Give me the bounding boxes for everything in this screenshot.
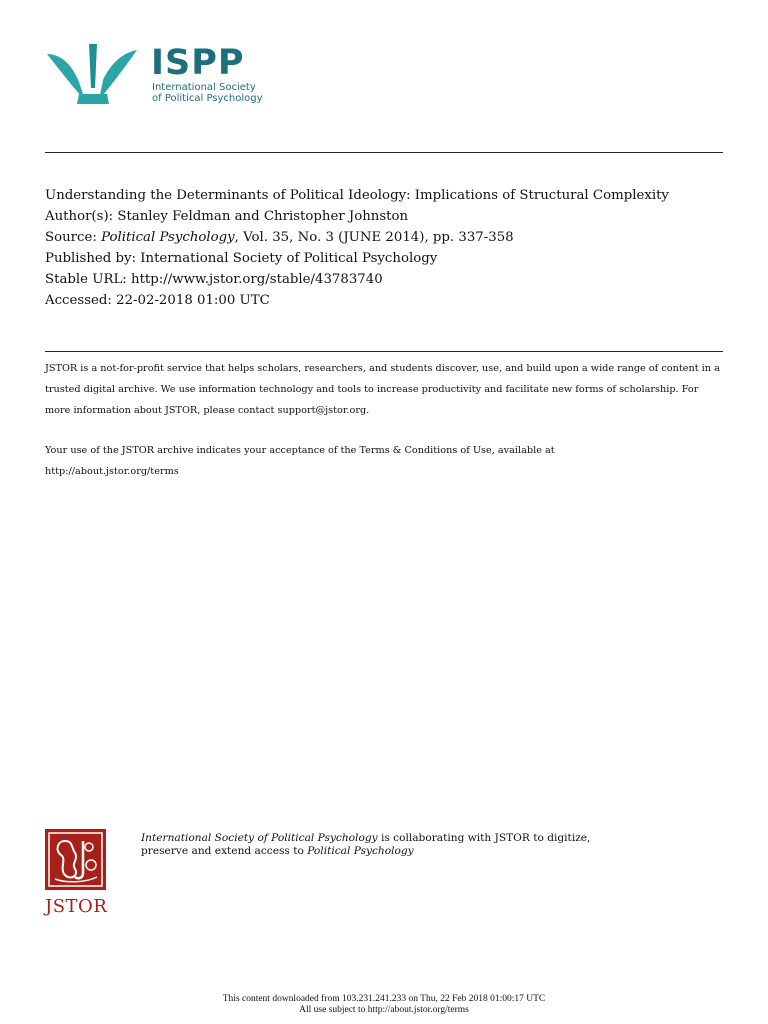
terms-notice <box>45 440 720 482</box>
authors-label: Author(s): <box>45 209 114 224</box>
stable-url-link[interactable]: http://www.jstor.org/stable/43783740 <box>131 272 383 287</box>
source-details: , Vol. 35, No. 3 (JUNE 2014), pp. 337-358 <box>234 230 514 245</box>
jstor-emblem-icon <box>45 829 106 890</box>
ispp-wordmark: ISPP <box>151 43 245 83</box>
footer-download-info: This content downloaded from 103.231.241.233 on Thu, 22 Feb 2018 01:00:17 UTC <box>222 994 546 1004</box>
ispp-subtitle <box>152 82 263 104</box>
source-journal: Political Psychology <box>101 230 235 245</box>
source-label: Source: <box>45 230 97 245</box>
collaboration-text1: is collaborating with JSTOR to digitize, <box>377 832 591 844</box>
terms-link[interactable]: http://about.jstor.org/terms <box>45 466 179 477</box>
collaboration-line2 <box>141 845 701 858</box>
stable-url-label: Stable URL: <box>45 272 127 287</box>
footer-terms: All use subject to http://about.jstor.org/terms <box>299 1005 469 1015</box>
collaboration-statement <box>141 832 701 858</box>
collaboration-society: International Society of Political Psychology <box>141 832 378 844</box>
collaboration-journal: Political Psychology <box>307 845 414 857</box>
jstor-logo <box>45 829 109 921</box>
terms-notice-text: Your use of the JSTOR archive indicates your acceptance of the Terms & Conditions of Use, available at <box>45 445 555 456</box>
publisher-label: Published by: <box>45 251 137 266</box>
download-footer <box>0 994 768 1016</box>
ispp-subtitle-line2: of Political Psychology <box>152 93 263 104</box>
authors-value: Stanley Feldman and Christopher Johnston <box>117 209 409 224</box>
accessed-label: Accessed: <box>45 293 112 308</box>
article-metadata <box>45 185 715 311</box>
ispp-logo <box>45 44 275 108</box>
publisher-value: International Society of Political Psychology <box>140 251 438 266</box>
divider-top <box>45 152 723 153</box>
collaboration-line1 <box>141 832 701 845</box>
collaboration-text2: preserve and extend access to <box>141 845 308 857</box>
article-accessed <box>45 290 715 311</box>
jstor-wordmark: JSTOR <box>45 896 108 917</box>
accessed-value: 22-02-2018 01:00 UTC <box>116 293 270 308</box>
article-stable-url <box>45 269 715 290</box>
article-authors <box>45 206 715 227</box>
article-title: Understanding the Determinants of Political Ideology: Implications of Structural Complexity <box>45 188 669 203</box>
ispp-emblem-icon <box>45 44 141 106</box>
article-source <box>45 227 715 248</box>
divider-middle <box>45 351 723 352</box>
jstor-notice: JSTOR is a not-for-profit service that helps scholars, researchers, and students discover, use, and build upon a wide range of content in a trusted digital archive. We use information technology and tools to increase productivity and facilitate new forms of scholarship. For more information about JSTOR, please contact support@jstor.org. <box>45 363 720 416</box>
article-publisher <box>45 248 715 269</box>
ispp-subtitle-line1: International Society <box>152 82 256 93</box>
